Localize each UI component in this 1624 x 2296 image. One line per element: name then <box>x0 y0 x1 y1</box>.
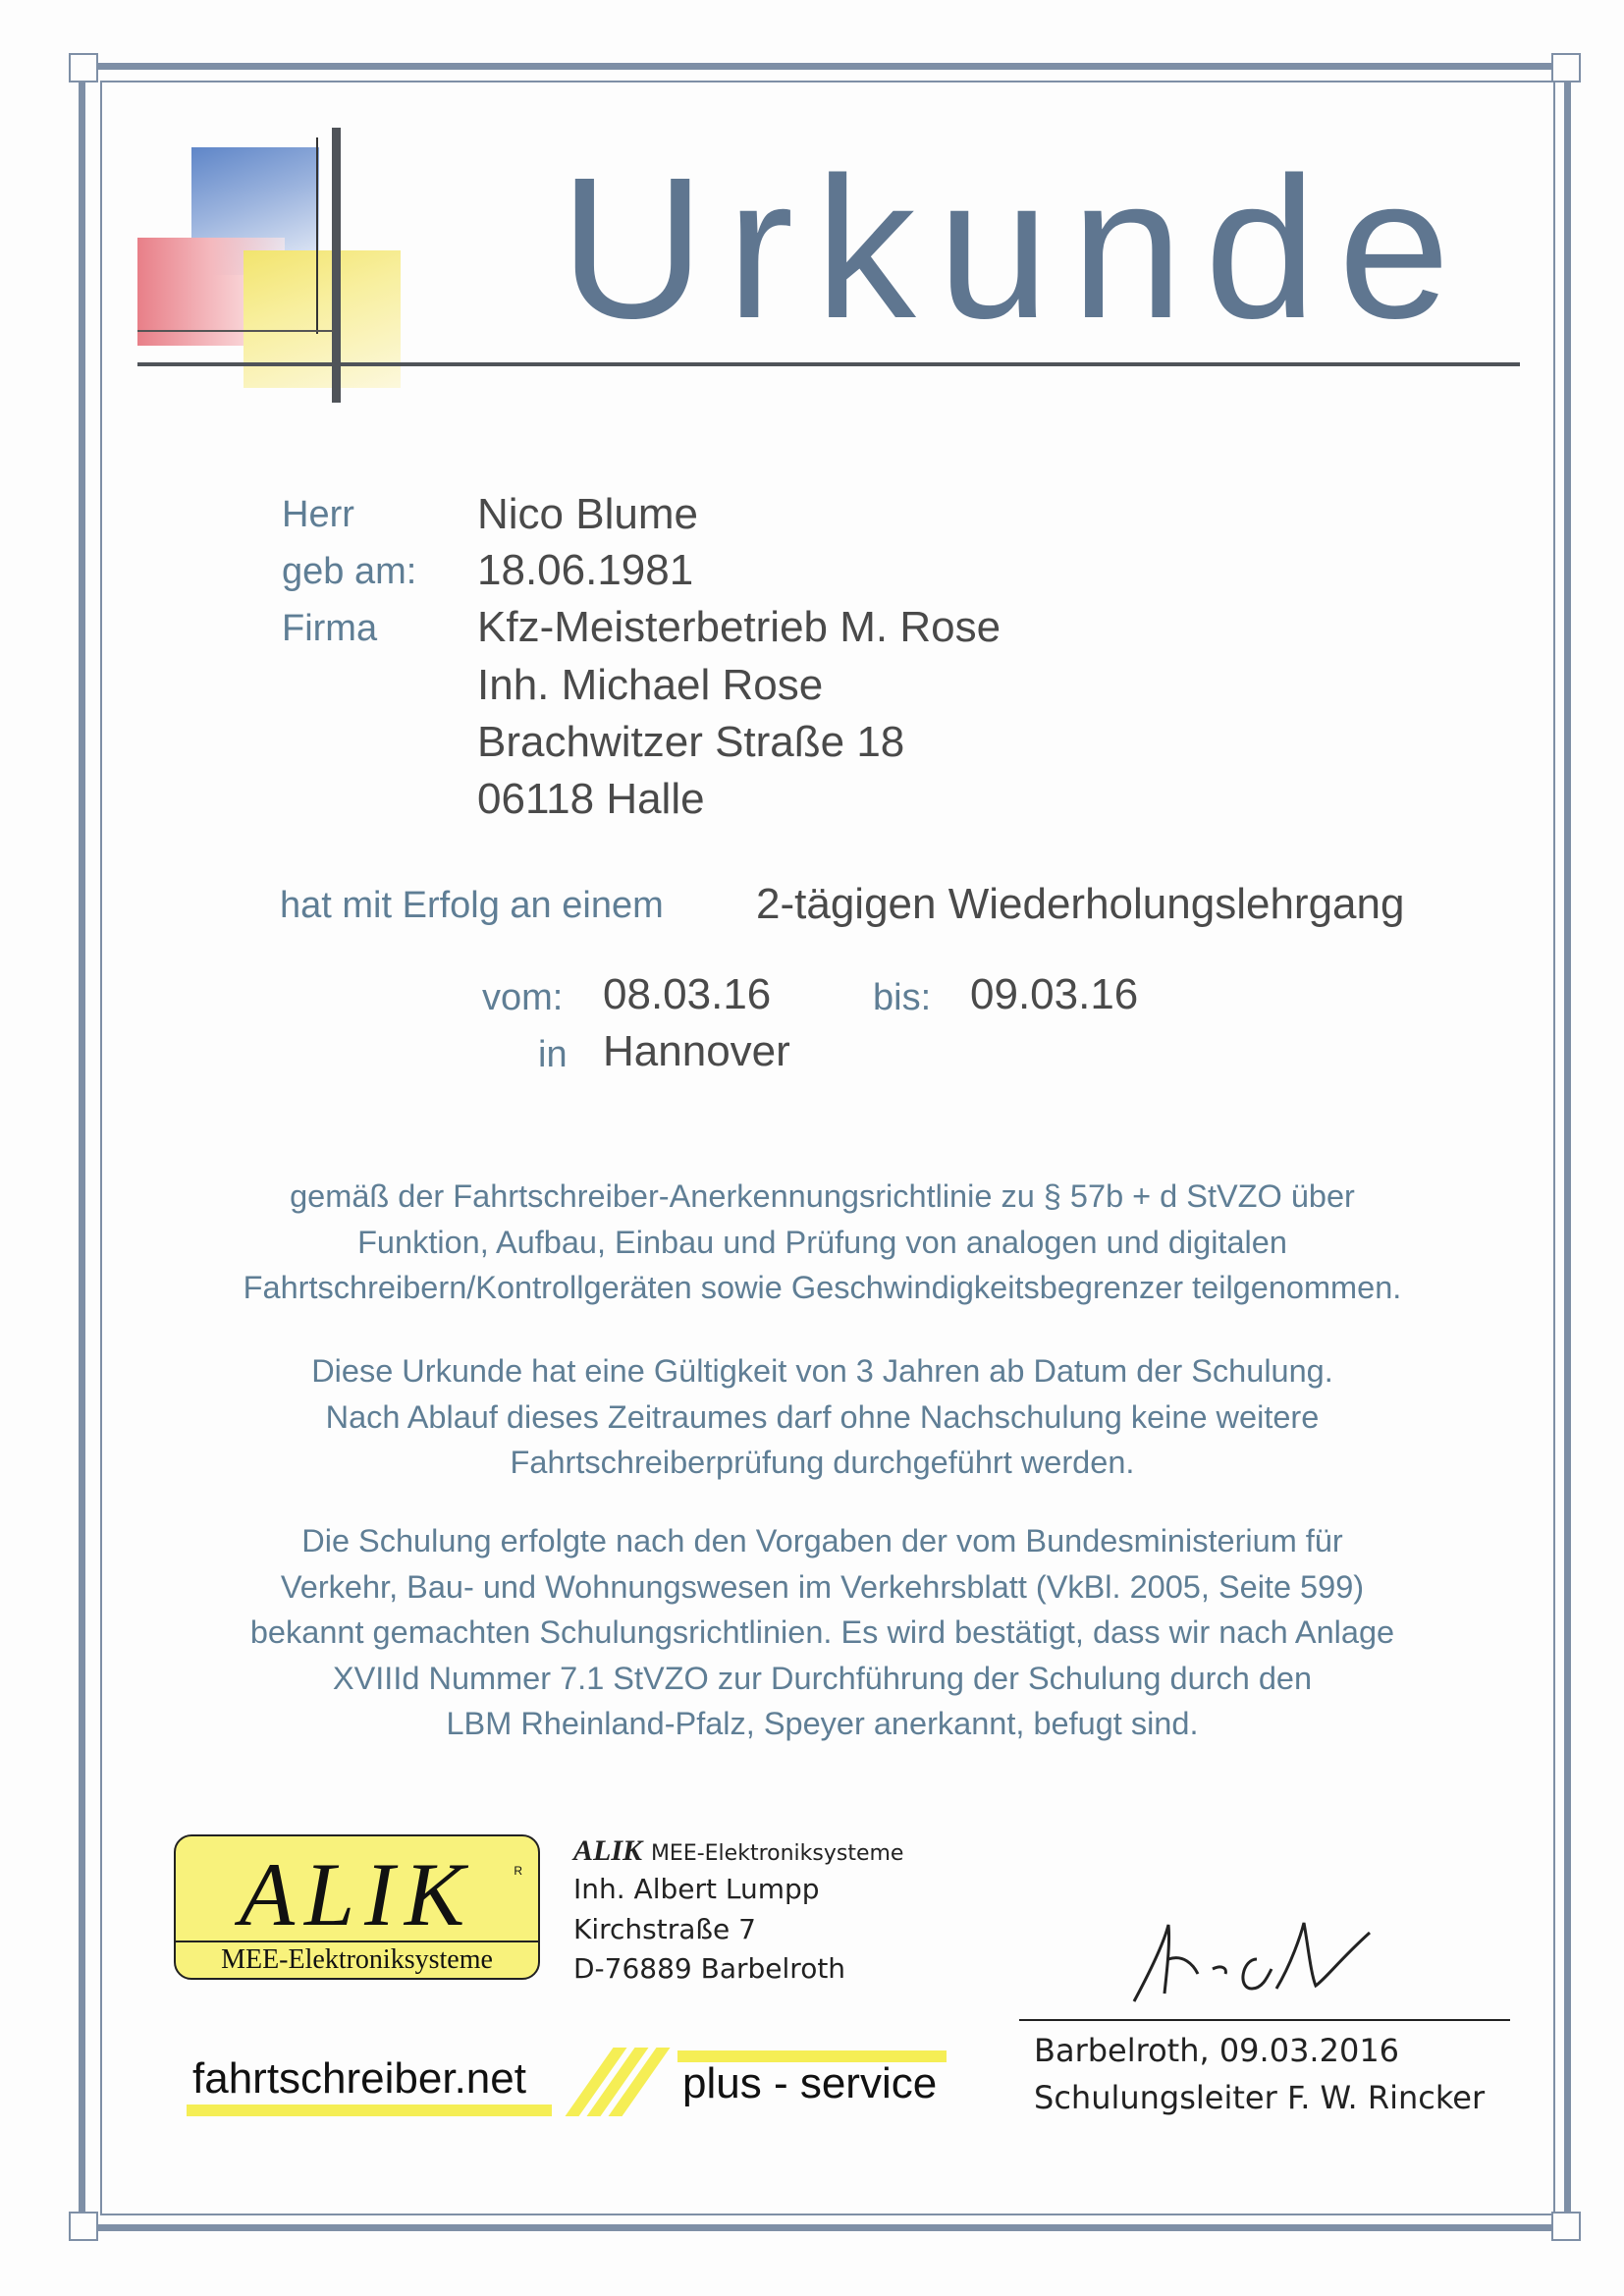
person-name: Nico Blume <box>477 490 698 538</box>
decoration-thin-horizontal-line <box>137 330 334 332</box>
website-highlight <box>187 2105 552 2116</box>
header-underline <box>137 362 1520 366</box>
handwritten-signature <box>1129 1915 1384 2013</box>
logo-text: ALIK <box>239 1844 475 1944</box>
course-intro: hat mit Erfolg an einem <box>280 885 664 926</box>
salutation-label: Herr <box>282 494 354 535</box>
paragraph-line: gemäß der Fahrtschreiber-Anerkennungsrichtlinie zu § 57b + d StVZO über <box>290 1178 1355 1214</box>
decoration-yellow-square <box>244 250 401 388</box>
signature-place-date: Barbelroth, 09.03.2016 <box>1034 2032 1400 2069</box>
birth-date-label: geb am: <box>282 551 417 592</box>
issuer-brand: ALIK <box>573 1834 643 1867</box>
paragraph-recognition <box>137 1174 1507 1311</box>
alik-logo <box>174 1834 540 1980</box>
paragraph-line: XVIIId Nummer 7.1 StVZO zur Durchführung der Schulung durch den <box>332 1660 1313 1696</box>
course-to-label: bis: <box>873 977 932 1018</box>
decoration-thin-vertical-line <box>316 137 318 334</box>
course-name: 2-tägigen Wiederholungslehrgang <box>756 880 1405 928</box>
company-name: Kfz-Meisterbetrieb M. Rose <box>477 603 1001 651</box>
signature-line <box>1019 2019 1510 2021</box>
decoration-vertical-bar <box>332 128 341 403</box>
service-text: plus - service <box>682 2059 938 2107</box>
frame-corner-ornament <box>69 2212 98 2241</box>
paragraph-line: Fahrtschreiberprüfung durchgeführt werden. <box>510 1445 1135 1480</box>
paragraph-line: Verkehr, Bau- und Wohnungswesen im Verkehrsblatt (VkBl. 2005, Seite 599) <box>280 1568 1365 1605</box>
signature-signer: Schulungsleiter F. W. Rincker <box>1034 2079 1486 2116</box>
company-street: Brachwitzer Straße 18 <box>477 718 905 766</box>
paragraph-line: Fahrtschreibern/Kontrollgeräten sowie Geschwindigkeitsbegrenzer teilgenommen. <box>243 1270 1402 1305</box>
paragraph-line: Nach Ablauf dieses Zeitraumes darf ohne Nachschulung keine weitere <box>325 1398 1320 1435</box>
course-from-date: 08.03.16 <box>603 970 772 1018</box>
registered-mark: R <box>514 1864 522 1878</box>
paragraph-authorization <box>137 1518 1507 1747</box>
company-city: 06118 Halle <box>477 775 705 823</box>
paragraph-line: LBM Rheinland-Pfalz, Speyer anerkannt, befugt sind. <box>446 1706 1199 1741</box>
issuer-owner: Inh. Albert Lumpp <box>573 1873 820 1905</box>
certificate-title: Urkunde <box>560 136 1472 360</box>
paragraph-line: Die Schulung erfolgte nach den Vorgaben der vom Bundesministerium für <box>301 1523 1343 1558</box>
frame-corner-ornament <box>1551 53 1581 82</box>
issuer-street: Kirchstraße 7 <box>573 1913 756 1945</box>
birth-date: 18.06.1981 <box>477 546 694 594</box>
frame-corner-ornament <box>1551 2212 1581 2241</box>
course-to-date: 09.03.16 <box>970 970 1139 1018</box>
issuer-city: D-76889 Barbelroth <box>573 1952 846 1985</box>
issuer-brand-suffix: MEE-Elektroniksysteme <box>650 1841 904 1866</box>
logo-subtitle: MEE-Elektroniksysteme <box>176 1941 538 1978</box>
issuer-brand-line <box>573 1834 903 1868</box>
course-location-label: in <box>538 1034 568 1075</box>
paragraph-line: Diese Urkunde hat eine Gültigkeit von 3 Jahren ab Datum der Schulung. <box>311 1353 1333 1389</box>
frame-corner-ornament <box>69 53 98 82</box>
paragraph-line: bekannt gemachten Schulungsrichtlinien. Es wird bestätigt, dass wir nach Anlage <box>249 1614 1395 1650</box>
company-owner: Inh. Michael Rose <box>477 661 824 709</box>
paragraph-validity <box>137 1348 1507 1486</box>
paragraph-line: Funktion, Aufbau, Einbau und Prüfung von analogen und digitalen <box>357 1224 1287 1260</box>
course-location: Hannover <box>603 1027 790 1075</box>
course-from-label: vom: <box>482 977 564 1018</box>
company-label: Firma <box>282 608 378 649</box>
website-text: fahrtschreiber.net <box>192 2054 526 2103</box>
